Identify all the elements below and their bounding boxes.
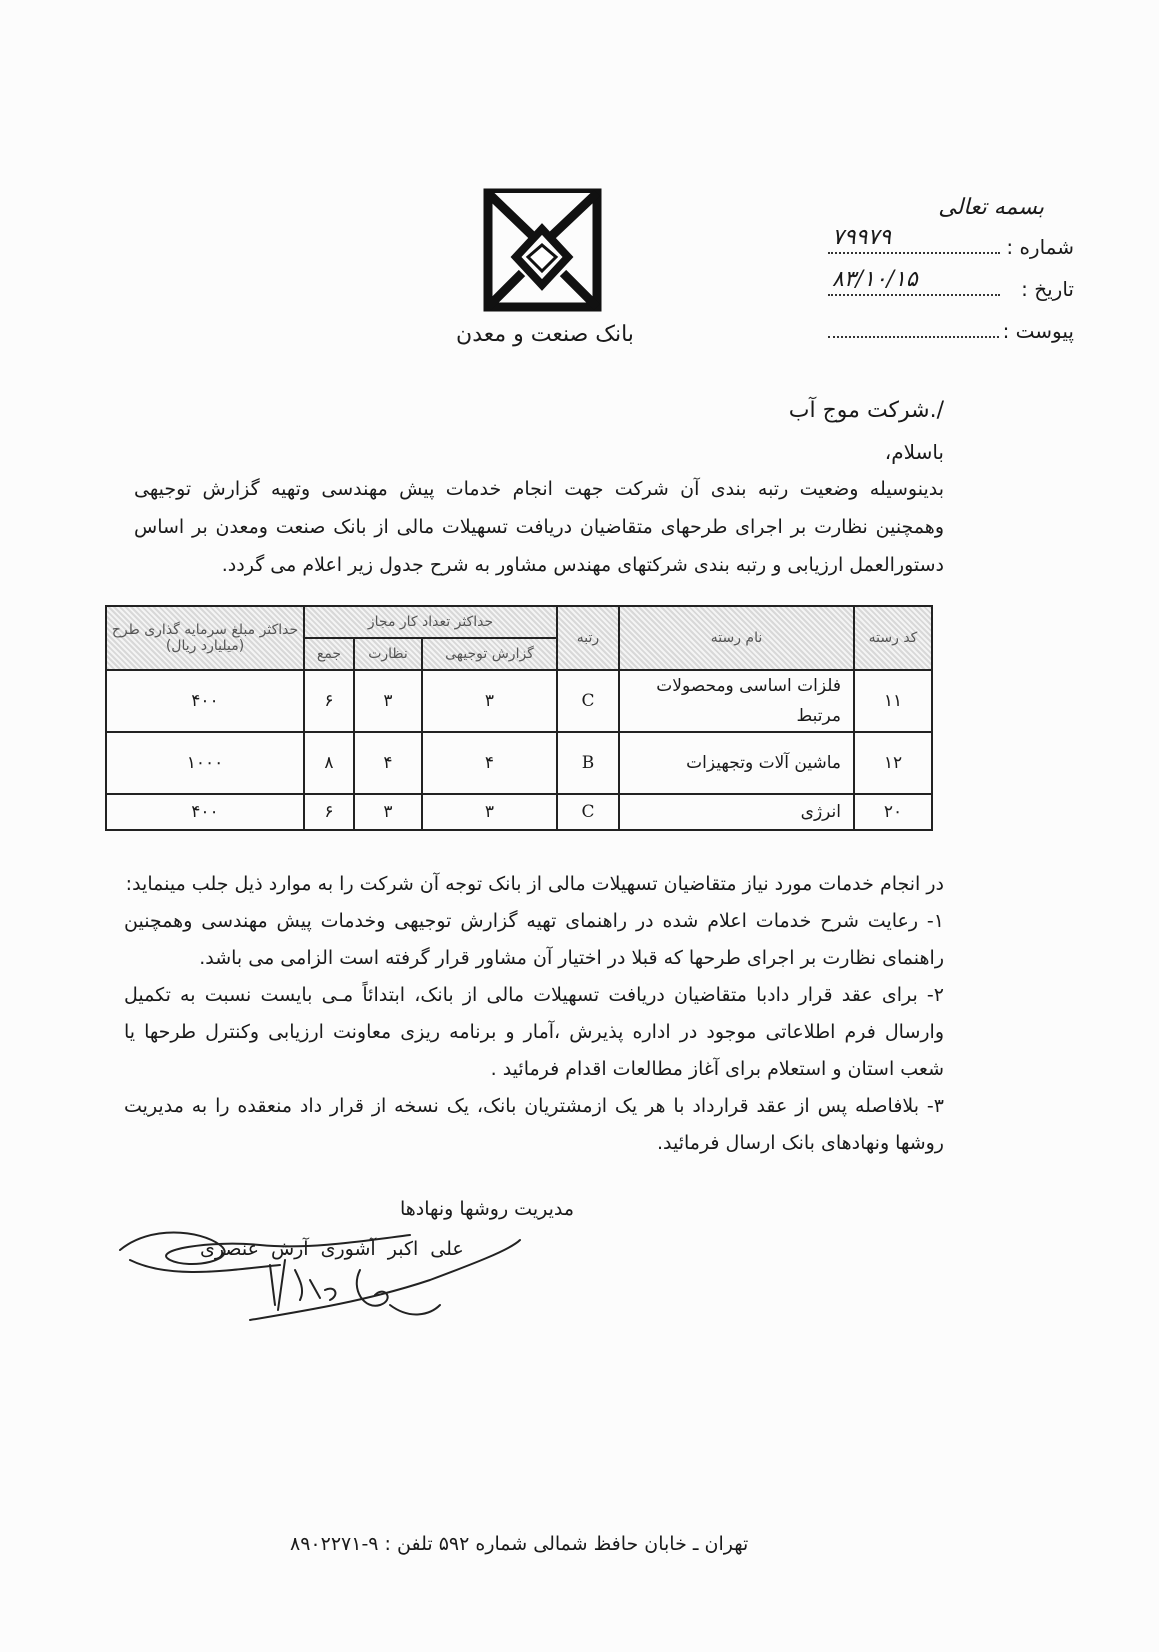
number-value: ۷۹۹۷۹ (832, 225, 892, 250)
cell-grade: C (557, 794, 619, 830)
instruction-item-2: ۲- برای عقد قرار دادبا متقاضیان دریافت تسهیلات مالی از بانک، ابتدائاً مـی بایست نسبت به تکمیل وارسال فرم اطلاعاتی موجود در اداره پذیرش ،آمار و برنامه ریزی معاونت ارزیابی وکنترل طرحها یا شعب استان و استعلام برای آغاز مطالعات اقدام فرمائید . (124, 984, 944, 1080)
intro-paragraph: بدینوسیله وضعیت رتبه بندی آن شرکت جهت انجام خدمات پیش مهندسی وتهیه گزارش توجیهی وهمچنین نظارت بر اجرای طرحهای متقاضیان دریافت تسهیلات مالی از بانک صنعت ومعدن بر اساس دستورالعمل ارزیابی و رتبه بندی شرکتهای مهندس مشاور به شرح جدول زیر اعلام می گردد. (134, 478, 944, 576)
attachment-row (824, 318, 1074, 360)
cell-report: ۳ (422, 794, 557, 830)
cell-code: ۲۰ (854, 794, 932, 830)
header-max-amount: حداکثر مبلغ سرمایه گذاری طرح (میلیارد ریال) (106, 606, 304, 670)
number-label: شماره : (1006, 235, 1074, 259)
attachment-label: پیوست : (1002, 319, 1074, 343)
cell-name: فلزات اساسی ومحصولات مرتبط (619, 670, 854, 732)
header-group-name: نام رسته (619, 606, 854, 670)
cell-name: انرژی (619, 794, 854, 830)
table-row (106, 794, 932, 830)
cell-total: ۶ (304, 794, 354, 830)
date-row (824, 267, 1074, 318)
footer-address: تهران ـ خابان حافظ شمالی شماره ۵۹۲ تلفن : ۹-۸۹۰۲۲۷۱ (290, 1533, 749, 1555)
header-supervision: نظارت (354, 638, 422, 670)
table-row (106, 732, 932, 794)
letter-meta (824, 195, 1074, 360)
cell-total: ۶ (304, 670, 354, 732)
date-value: ۸۳/۱۰/۱۵ (832, 267, 918, 292)
bank-name: بانک صنعت و معدن (456, 322, 634, 347)
cell-amount: ۴۰۰ (106, 794, 304, 830)
cell-supervision: ۳ (354, 670, 422, 732)
cell-report: ۴ (422, 732, 557, 794)
bank-logo-icon (480, 185, 605, 315)
instructions (124, 866, 944, 1162)
cell-supervision: ۴ (354, 732, 422, 794)
header-workload: حداکثر تعداد کار مجاز (304, 606, 557, 638)
cell-name: ماشین آلات وتجهیزات (619, 732, 854, 794)
signature-names: علی اکبر آشوری آرش عنصری (200, 1238, 464, 1260)
handwritten-signature-icon (110, 1210, 530, 1350)
cell-grade: B (557, 732, 619, 794)
header-report: گزارش توجیهی (422, 638, 557, 670)
cell-report: ۳ (422, 670, 557, 732)
header-grade: رتبه (557, 606, 619, 670)
greeting: باسلام، (884, 440, 944, 464)
cell-code: ۱۱ (854, 670, 932, 732)
instruction-item-1: ۱- رعایت شرح خدمات اعلام شده در راهنمای تهیه گزارش توجیهی وخدمات پیش مهندسی وهمچنین راهنمای نظارت بر اجرای طرحها که قبلا در اختیار آن مشاور قرار گرفته است الزامی می باشد. (124, 910, 944, 969)
header-group-code: کد رسته (854, 606, 932, 670)
bismillah: بسمه تعالی (938, 195, 1044, 220)
cell-supervision: ۳ (354, 794, 422, 830)
date-label: تاریخ : (1021, 277, 1074, 301)
cell-grade: C (557, 670, 619, 732)
table-row (106, 670, 932, 732)
cell-code: ۱۲ (854, 732, 932, 794)
cell-total: ۸ (304, 732, 354, 794)
cell-amount: ۴۰۰ (106, 670, 304, 732)
header-total: جمع (304, 638, 354, 670)
instruction-item-3: ۳- بلافاصله پس از عقد قرارداد با هر یک ازمشتریان بانک، یک نسخه از قرار داد منعقده را به مدیریت روشها ونهادهای بانک ارسال فرمائید. (124, 1095, 944, 1154)
signature-title: مدیریت روشها ونهادها (400, 1198, 575, 1220)
cell-amount: ۱۰۰۰ (106, 732, 304, 794)
instructions-lead: در انجام خدمات مورد نیاز متقاضیان تسهیلات مالی از بانک توجه آن شرکت را به موارد ذیل جلب مینماید: (125, 873, 944, 895)
grade-table (105, 605, 933, 831)
recipient: /.شرکت موج آب (788, 398, 944, 423)
